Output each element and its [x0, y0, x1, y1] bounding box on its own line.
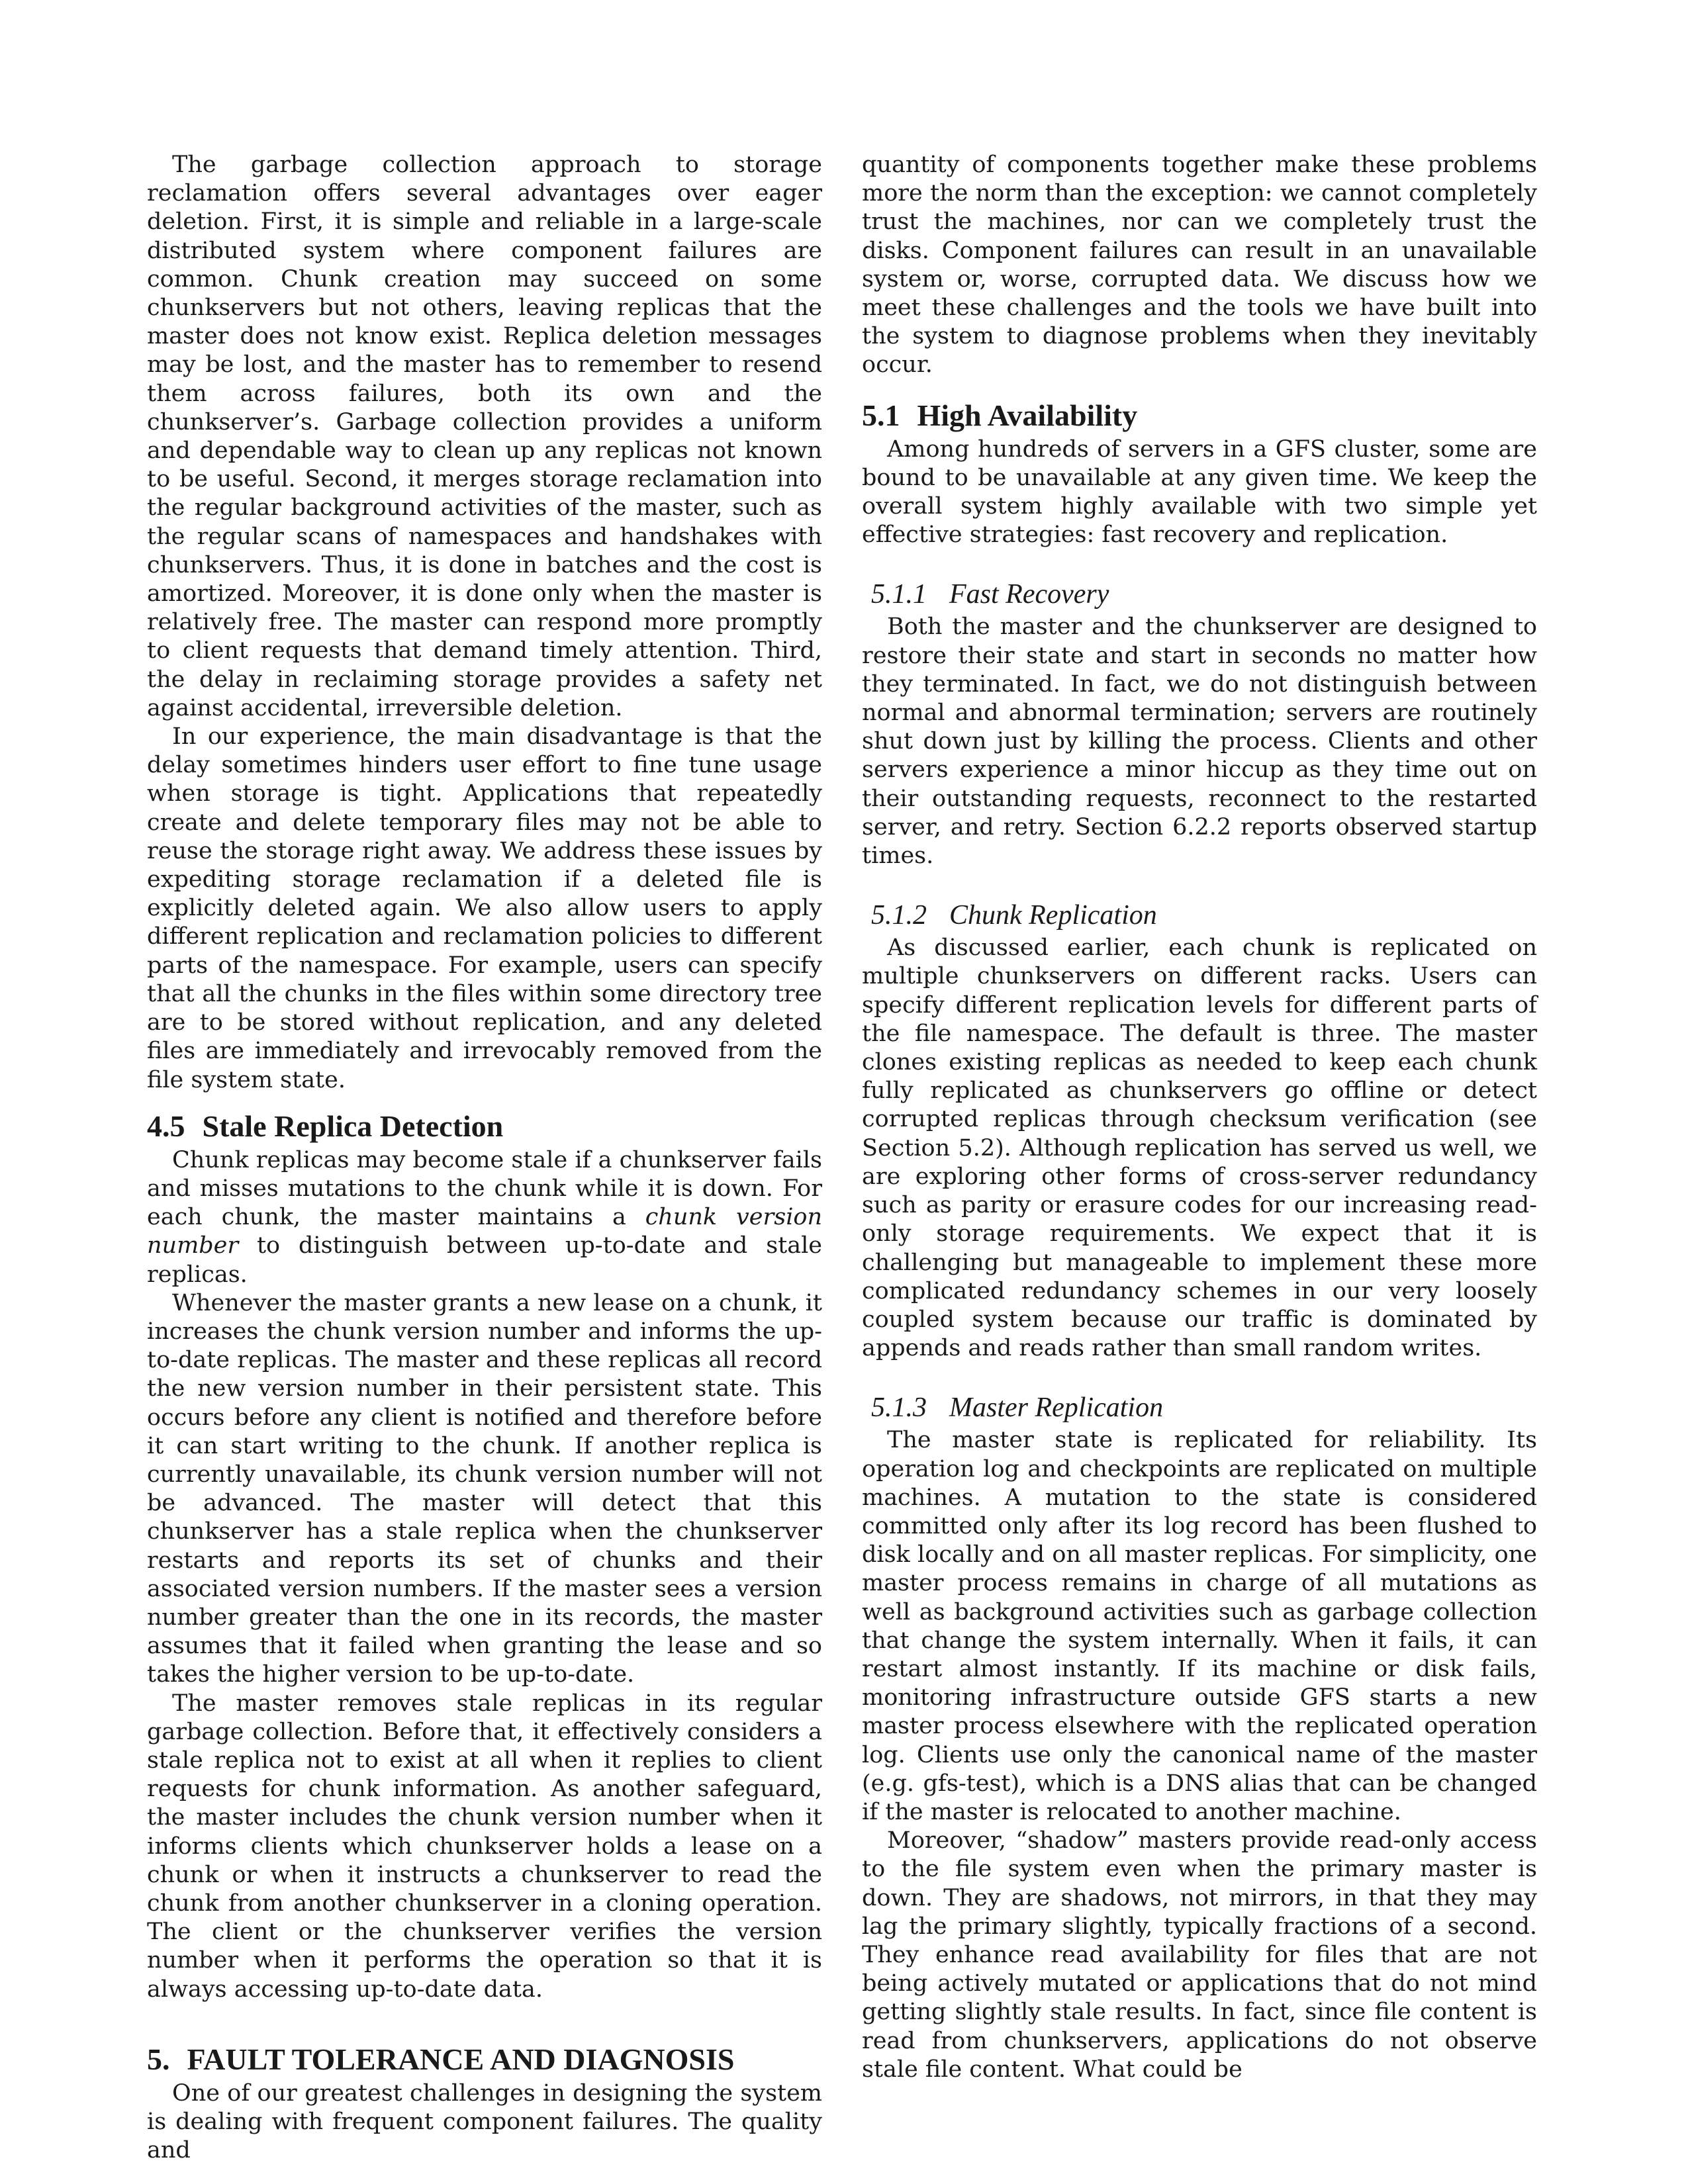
paragraph-master-replication: The master state is replicated for reliability. Its operation log and checkpoints are replicated on multiple machines. A mutation to the state is considered committed only after its log record has been flushed to disk locally and on all master replicas. For simplicity, one master process remains in charge of all mutations as well as background activities such as garbage collection that change the system internally. When it fails, it can restart almost instantly. If its machine or disk fails, monitoring infrastructure outside GFS starts a new master process elsewhere with the replicated operation log. Clients use only the canonical name of the master (e.g. gfs-test), which is a DNS alias that can be changed if the master is relocated to another machine. — [862, 1427, 1537, 1825]
text-segment: Chunk replicas may become stale if a chunkserver fails and misses mutations to the chunk while it is down. For each chunk, the master maintains a — [147, 1146, 822, 1231]
section-title: High Availability — [917, 398, 1138, 432]
right-column — [862, 151, 1537, 2083]
paragraph-stale-removal: The master removes stale replicas in its regular garbage collection. Before that, it effectively considers a stale replica not to exist at all when it replies to client requests for chunk information. As another safeguard, the master includes the chunk version number when it informs clients which chunkserver holds a lease on a chunk or when it instructs a chunkserver to read the chunk from another chunkserver in a cloning operation. The client or the chunkserver verifies the version number when it performs the operation so that it is always accessing up-to-date data. — [147, 1690, 822, 2003]
section-number: 5. — [147, 2042, 170, 2076]
paragraph-shadow-masters: Moreover, “shadow” masters provide read-only access to the file system even when the primary master is down. They are shadows, not mirrors, in that they may lag the primary slightly, typically fractions of a second. They enhance read availability for files that are not being actively mutated or applications that do not mind getting slightly stale results. In fact, since file content is read from chunkservers, applications do not observe stale file content. What could be — [862, 1827, 1537, 2083]
subsection-heading-5-1-2 — [871, 899, 1537, 931]
subsection-number: 5.1.3 — [871, 1392, 927, 1424]
section-heading-5 — [147, 2042, 822, 2077]
section-title: Stale Replica Detection — [202, 1109, 504, 1143]
subsection-number: 5.1.1 — [871, 579, 927, 610]
text-segment: to distinguish between up-to-date and stale replicas. — [147, 1232, 822, 1288]
section-number: 4.5 — [147, 1109, 185, 1143]
section-number: 5.1 — [862, 398, 900, 432]
emphasized-term: chunk version number — [147, 1204, 823, 1259]
paragraph-chunk-replication: As discussed earlier, each chunk is replicated on multiple chunkservers on different racks. Users can specify different replication levels for different parts of the file namespace. The default is three. The master clones existing replicas as needed to keep each chunk fully replicated as chunkservers go offline or detect corrupted replicas through checksum verification (see Section 5.2). Although replication has served us well, we are exploring other forms of cross-server redundancy such as parity or erasure codes for our increasing read-only storage requirements. We expect that it is challenging but manageable to implement these more complicated redundancy schemes in our very loosely coupled system because our traffic is dominated by appends and reads rather than small random writes. — [862, 934, 1537, 1362]
paper-page — [147, 151, 1537, 2164]
paragraph-continued: quantity of components together make these problems more the norm than the exception: we cannot completely trust the machines, nor can we completely trust the disks. Component failures can result in an unavailable system or, worse, corrupted data. We discuss how we meet these challenges and the tools we have built into the system to diagnose problems when they inevitably occur. — [862, 152, 1537, 379]
section-heading-5-1 — [862, 398, 1537, 433]
subsection-title: Fast Recovery — [949, 579, 1109, 610]
left-column — [147, 151, 823, 2164]
paragraph-gc-advantages: The garbage collection approach to storage reclamation offers several advantages over eager deletion. First, it is simple and reliable in a large-scale distributed system where component failures are common. Chunk creation may succeed on some chunkservers but not others, leaving replicas that the master does not know exist. Replica deletion messages may be lost, and the master has to remember to resend them across failures, both its own and the chunkserver’s. Garbage collection provides a uniform and dependable way to clean up any replicas not known to be useful. Second, it merges storage reclamation into the regular background activities of the master, such as the regular scans of namespaces and handshakes with chunkservers. Thus, it is done in batches and the cost is amortized. Moreover, it is done only when the master is relatively free. The master can respond more promptly to client requests that demand timely attention. Third, the delay in reclaiming storage provides a safety net against accidental, irreversible deletion. — [147, 152, 822, 721]
paragraph-lease-version: Whenever the master grants a new lease on a chunk, it increases the chunk version number and informs the up-to-date replicas. The master and these replicas all record the new version number in their persistent state. This occurs before any client is notified and therefore before it can start writing to the chunk. If another replica is currently unavailable, its chunk version number will not be advanced. The master will detect that this chunkserver has a stale replica when the chunkserver restarts and reports its set of chunks and their associated version numbers. If the master sees a version number greater than the one in its records, the master assumes that it failed when granting the lease and so takes the higher version to be up-to-date. — [147, 1289, 822, 1688]
section-title: FAULT TOLERANCE AND DIAGNOSIS — [187, 2042, 735, 2076]
subsection-heading-5-1-3 — [871, 1392, 1537, 1424]
paragraph-fault-intro: One of our greatest challenges in designing the system is dealing with frequent component failures. The quality and — [147, 2079, 822, 2164]
paragraph-fast-recovery: Both the master and the chunkserver are designed to restore their state and start in seconds no matter how they terminated. In fact, we do not distinguish between normal and abnormal termination; servers are routinely shut down just by killing the process. Clients and other servers experience a minor hiccup as they time out on their outstanding requests, reconnect to the restarted server, and retry. Section 6.2.2 reports observed startup times. — [862, 614, 1537, 870]
subsection-title: Master Replication — [949, 1392, 1164, 1424]
subsection-heading-5-1-1 — [871, 578, 1537, 610]
subsection-title: Chunk Replication — [949, 900, 1157, 931]
subsection-number: 5.1.2 — [871, 900, 927, 931]
paragraph-stale-replica-intro — [147, 1146, 822, 1289]
paragraph-gc-disadvantages: In our experience, the main disadvantage is that the delay sometimes hinders user effort to fine tune usage when storage is tight. Applications that repeatedly create and delete temporary files may not be able to reuse the storage right away. We address these issues by expediting storage reclamation if a deleted file is explicitly deleted again. We also allow users to apply different replication and reclamation policies to different parts of the namespace. For example, users can specify that all the chunks in the files within some directory tree are to be stored without replication, and any deleted files are immediately and irrevocably removed from the file system state. — [147, 723, 822, 1093]
section-heading-4-5 — [147, 1109, 822, 1144]
paragraph-high-availability: Among hundreds of servers in a GFS cluster, some are bound to be unavailable at any given time. We keep the overall system highly available with two simple yet effective strategies: fast recovery and replication. — [862, 435, 1537, 549]
